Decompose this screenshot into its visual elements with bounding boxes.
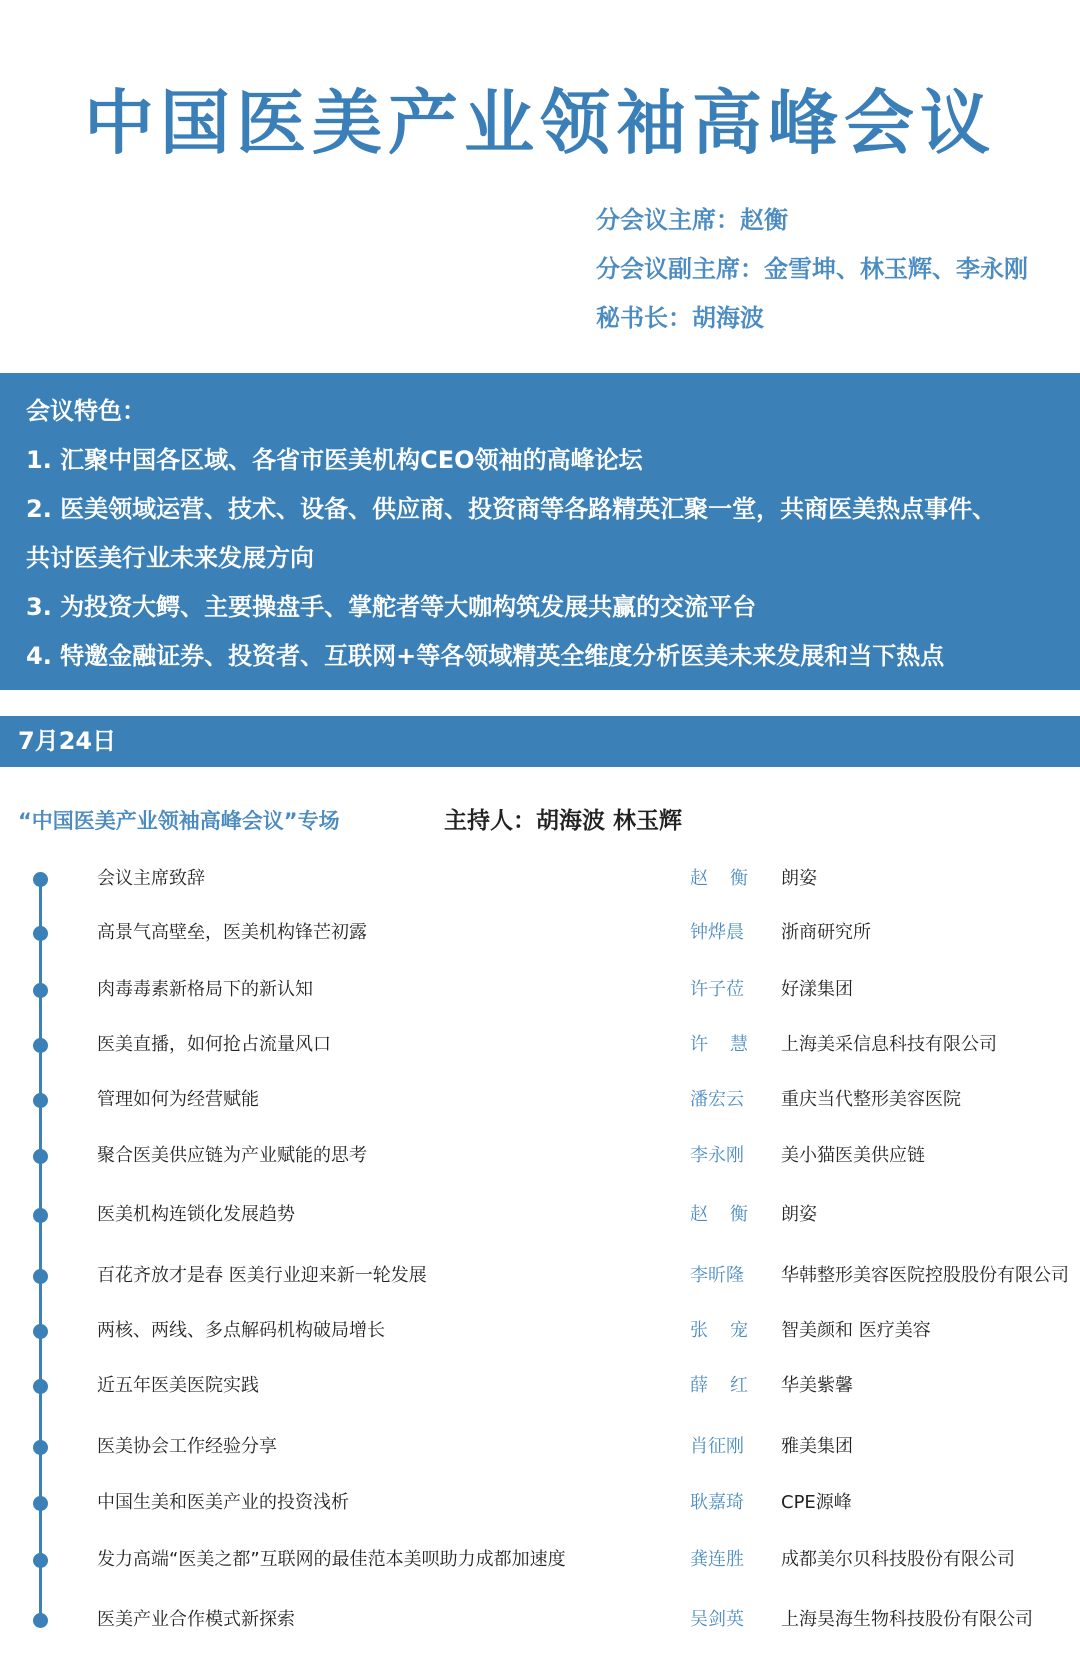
speaker-name-part: 钟烨晨: [690, 922, 744, 943]
agenda-organization: 雅美集团: [781, 1436, 853, 1457]
timeline-dot-icon: [33, 1440, 48, 1455]
speaker-name-part: 龚连胜: [690, 1549, 744, 1570]
agenda-item: [0, 1605, 1080, 1635]
feature-item: 4. 特邀金融证券、投资者、互联网+等各领域精英全维度分析医美未来发展和当下热点: [26, 642, 945, 670]
features-heading: 会议特色：: [26, 397, 146, 425]
agenda-organization: 上海昊海生物科技股份有限公司: [781, 1609, 1033, 1630]
speaker-name-part: 潘宏云: [690, 1089, 744, 1110]
speaker-name-part: 许: [690, 1034, 708, 1055]
page-title: 中国医美产业领袖高峰会议: [84, 82, 996, 164]
agenda-topic: 管理如何为经营赋能: [97, 1089, 259, 1110]
agenda-organization: 上海美采信息科技有限公司: [781, 1034, 997, 1055]
speaker-name-part: 张: [690, 1320, 708, 1341]
agenda-item: [0, 1316, 1080, 1346]
agenda-speaker: [690, 1316, 748, 1346]
agenda-item: [0, 1371, 1080, 1401]
features-panel: [0, 373, 1080, 690]
feature-item: 3. 为投资大鳄、主要操盘手、掌舵者等大咖构筑发展共赢的交流平台: [26, 593, 757, 621]
agenda-item: [0, 1085, 1080, 1115]
agenda-topic: 医美协会工作经验分享: [97, 1436, 277, 1457]
timeline-dot-icon: [33, 1496, 48, 1511]
agenda-speaker: [690, 1371, 748, 1401]
speaker-name-part: 吴剑英: [690, 1609, 744, 1630]
agenda-organization: 好漾集团: [781, 979, 853, 1000]
timeline-dot-icon: [33, 926, 48, 941]
agenda-organization: CPE源峰: [781, 1492, 852, 1513]
speaker-name-part: 耿嘉琦: [690, 1492, 744, 1513]
agenda-organization: 浙商研究所: [781, 922, 871, 943]
agenda-speaker: [690, 1488, 748, 1518]
speaker-name-part: 衡: [730, 1204, 748, 1225]
agenda-topic: 近五年医美医院实践: [97, 1375, 259, 1396]
session-title: “中国医美产业领袖高峰会议”专场: [18, 809, 340, 833]
agenda-topic: 会议主席致辞: [97, 868, 205, 889]
date-bar: 7月24日: [0, 716, 1080, 767]
speaker-name-part: 薛: [690, 1375, 708, 1396]
agenda-item: [0, 918, 1080, 948]
timeline-dot-icon: [33, 872, 48, 887]
agenda-item: [0, 1432, 1080, 1462]
agenda-topic: 医美产业合作模式新探索: [97, 1609, 295, 1630]
agenda-speaker: [690, 975, 748, 1005]
agenda-organization: 美小猫医美供应链: [781, 1145, 925, 1166]
agenda-topic: 聚合医美供应链为产业赋能的思考: [97, 1145, 367, 1166]
agenda-item: [0, 1261, 1080, 1291]
agenda-speaker: [690, 918, 748, 948]
speaker-name-part: 衡: [730, 868, 748, 889]
agenda-topic: 医美直播，如何抢占流量风口: [97, 1034, 331, 1055]
agenda-speaker: [690, 1545, 748, 1575]
feature-item: 共讨医美行业未来发展方向: [26, 544, 314, 572]
agenda-speaker: [690, 1605, 748, 1635]
agenda-speaker: [690, 1141, 748, 1171]
agenda-item: [0, 1545, 1080, 1575]
speaker-name-part: 李永刚: [690, 1145, 744, 1166]
speaker-name-part: 许子莅: [690, 979, 744, 1000]
agenda-speaker: [690, 1085, 748, 1115]
agenda-item: [0, 1488, 1080, 1518]
speaker-name-part: 红: [730, 1375, 748, 1396]
timeline-dot-icon: [33, 1553, 48, 1568]
agenda-organization: 华韩整形美容医院控股股份有限公司: [781, 1265, 1069, 1286]
agenda-speaker: [690, 1030, 748, 1060]
agenda-topic: 两核、两线、多点解码机构破局增长: [97, 1320, 385, 1341]
agenda-item: [0, 1141, 1080, 1171]
agenda-organization: 华美紫馨: [781, 1375, 853, 1396]
agenda-speaker: [690, 1261, 748, 1291]
agenda-organization: 朗姿: [781, 1204, 817, 1225]
agenda-topic: 发力高端“医美之都”互联网的最佳范本美呗助力成都加速度: [97, 1549, 566, 1570]
agenda-topic: 肉毒毒素新格局下的新认知: [97, 979, 313, 1000]
agenda-speaker: [690, 1432, 748, 1462]
agenda-topic: 高景气高壁垒，医美机构锋芒初露: [97, 922, 367, 943]
feature-item: 2. 医美领域运营、技术、设备、供应商、投资商等各路精英汇聚一堂，共商医美热点事件、: [26, 495, 997, 523]
secretary-line: 秘书长：胡海波: [596, 304, 764, 332]
agenda-organization: 智美颜和 医疗美容: [781, 1320, 931, 1341]
agenda-item: [0, 864, 1080, 894]
agenda-topic: 百花齐放才是春 医美行业迎来新一轮发展: [97, 1265, 427, 1286]
speaker-name-part: 肖征刚: [690, 1436, 744, 1457]
session-header: [18, 804, 1078, 838]
agenda-organization: 重庆当代整形美容医院: [781, 1089, 961, 1110]
timeline-dot-icon: [33, 983, 48, 998]
timeline-dot-icon: [33, 1208, 48, 1223]
agenda-topic: 医美机构连锁化发展趋势: [97, 1204, 295, 1225]
timeline-dot-icon: [33, 1324, 48, 1339]
agenda-speaker: [690, 1200, 748, 1230]
timeline-dot-icon: [33, 1269, 48, 1284]
chair-list: [596, 196, 1076, 343]
speaker-name-part: 赵: [690, 1204, 708, 1225]
timeline-dot-icon: [33, 1093, 48, 1108]
speaker-name-part: 赵: [690, 868, 708, 889]
timeline-dot-icon: [33, 1038, 48, 1053]
agenda-item: [0, 975, 1080, 1005]
agenda-topic: 中国生美和医美产业的投资浅析: [97, 1492, 349, 1513]
agenda-item: [0, 1030, 1080, 1060]
agenda-organization: 朗姿: [781, 868, 817, 889]
agenda-speaker: [690, 864, 748, 894]
agenda-organization: 成都美尔贝科技股份有限公司: [781, 1549, 1015, 1570]
speaker-name-part: 慧: [730, 1034, 748, 1055]
vice-chair-line: 分会议副主席：金雪坤、林玉辉、李永刚: [596, 255, 1028, 283]
timeline-dot-icon: [33, 1613, 48, 1628]
timeline-dot-icon: [33, 1379, 48, 1394]
speaker-name-part: 宠: [730, 1320, 748, 1341]
speaker-name-part: 李昕隆: [690, 1265, 744, 1286]
timeline-dot-icon: [33, 1149, 48, 1164]
session-host: 主持人：胡海波 林玉辉: [444, 808, 683, 834]
agenda-item: [0, 1200, 1080, 1230]
chair-line: 分会议主席：赵衡: [596, 206, 788, 234]
feature-item: 1. 汇聚中国各区域、各省市医美机构CEO领袖的高峰论坛: [26, 446, 643, 474]
